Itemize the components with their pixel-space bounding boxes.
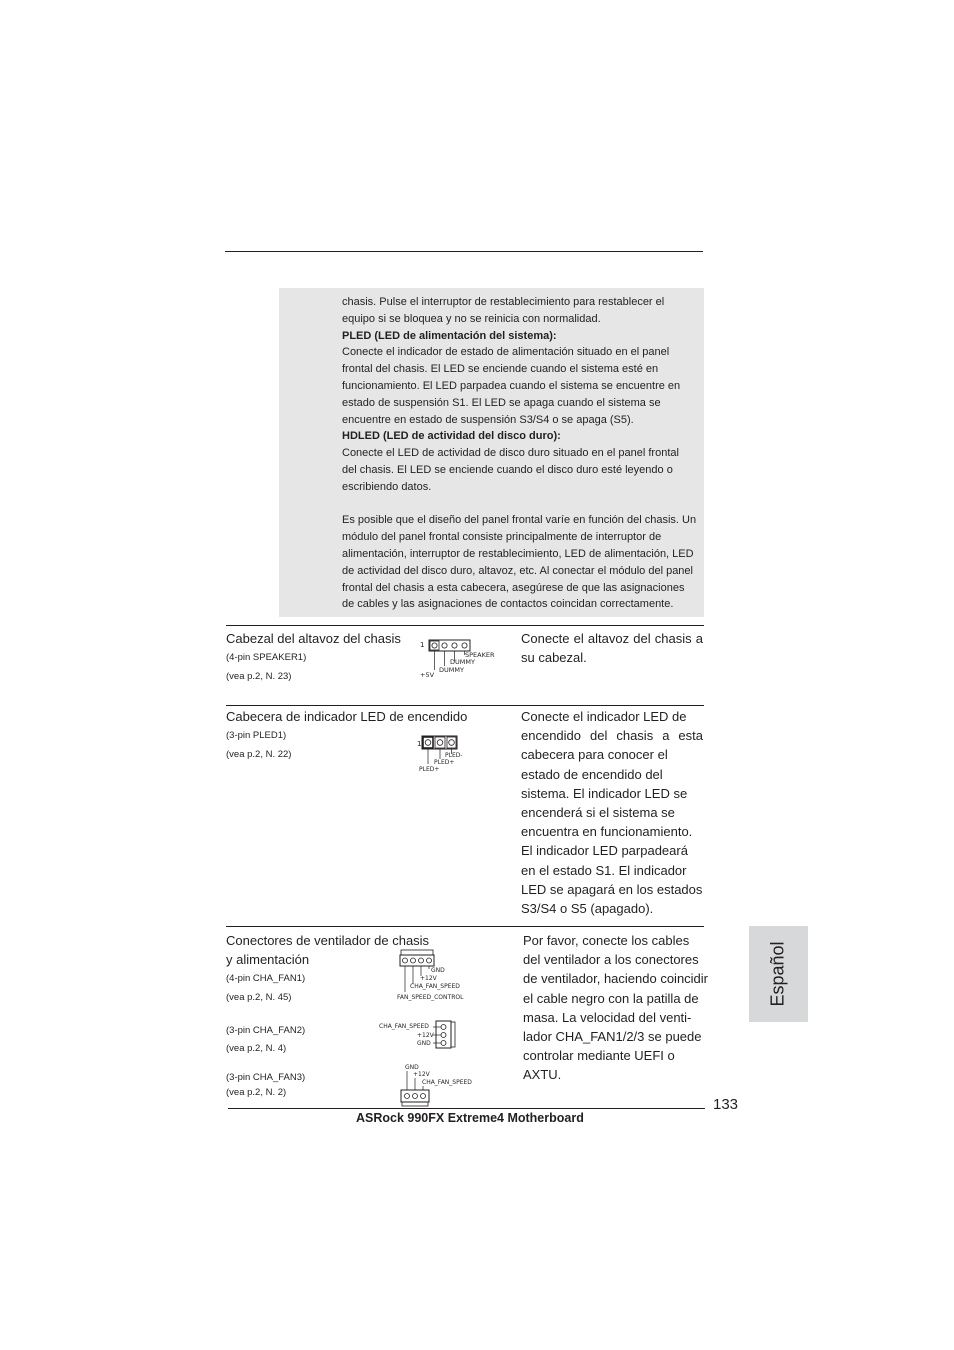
top-rule [225,251,703,252]
info-text-line: equipo si se bloquea y no se reinicia con normalidad. [342,312,601,325]
info-text-line: Conecte el indicador de estado de alimentación situado en el panel [342,346,670,359]
info-text-line: alimentación, interruptor de restablecimiento, LED de alimentación, LED [342,547,694,560]
fan3-pin-diagram [398,1061,483,1107]
info-text-line: encuentre en estado de suspensión S3/S4 o se apaga (S5). [342,413,634,426]
fan1-pin: (4-pin CHA_FAN1) [226,973,306,984]
fan3-12v-label: +12V [413,1071,430,1078]
dummy-label-1: DUMMY [450,658,475,666]
fan-description-line: AXTU. [523,1067,562,1083]
pled-description-line: S3/S4 o S5 (apagado). [521,901,654,917]
fan-description [523,931,708,1085]
pled-description-line: Conecte el indicador LED de [521,709,687,724]
pled-pin: (3-pin PLED1) [226,730,287,741]
info-heading-line: HDLED (LED de actividad del disco duro): [342,430,561,443]
info-text-line: de cables y las asignaciones de contactos coincidan correctamente. [342,598,674,611]
speaker-title: Cabezal del altavoz del chasis [226,631,401,646]
fan2-ref: (vea p.2, N. 4) [226,1043,287,1054]
pled-description [521,707,703,918]
fan-description-line: masa. La velocidad del venti- [523,1009,692,1025]
info-text-line: chasis. Pulse el interruptor de restablecimiento para restablecer el [342,296,665,308]
pled-description-line: encuentra en funcionamiento. [521,824,693,840]
pled-minus-label: PLED- [445,752,463,759]
speaker-description-line: Conecte el altavoz del chasis a [521,631,703,646]
pled-description-line: El indicador LED parpadeará [521,843,688,859]
info-text-line: de actividad del disco duro, altavoz, etc. Al conectar el módulo del panel [342,564,693,577]
fan-description-line: lador CHA_FAN1/2/3 se puede [523,1029,702,1045]
fan1-pin-diagram [395,948,480,1004]
info-text-line: del chasis. El LED se enciende cuando el disco duro esté leyendo o [342,463,673,476]
bottom-rule [228,1108,705,1109]
info-text-line: módulo del panel frontal consiste principalmente de interruptor de [342,531,662,544]
pled-description-line: LED se apagará en los estados [521,881,703,897]
pled-pin-diagram [415,733,475,773]
fan1-gnd-label: GND [431,967,445,974]
fan2-pin-diagram [377,1019,459,1051]
speaker-ref: (vea p.2, N. 23) [226,671,292,682]
speaker-pin: (4-pin SPEAKER1) [226,652,307,663]
fan-description-line: de ventilador, haciendo coincidir [523,971,709,987]
fan-description-line: Por favor, conecte los cables [523,933,690,948]
info-text-line: frontal del chasis a esta cabecera, asegúrese de que las asignaciones [342,581,685,594]
info-box-text [342,294,704,613]
fan1-speed-label: CHA_FAN_SPEED [410,983,460,990]
pled-description-line: encenderá si el sistema se [521,805,675,821]
fan3-ref: (vea p.2, N. 2) [226,1087,287,1098]
fan3-pin: (3-pin CHA_FAN3) [226,1072,306,1083]
info-heading-line: PLED (LED de alimentación del sistema): [342,329,557,342]
fan2-speed-label: CHA_FAN_SPEED [379,1023,429,1030]
fan-title-2: y alimentación [226,952,310,967]
info-text-line: estado de suspensión S1. El LED se apaga cuando el sistema se [342,396,661,409]
pled-description-line: cabecera para conocer el [521,747,668,763]
speaker-description [521,629,703,667]
pled-description-line: sistema. El indicador LED se [521,785,688,801]
fan2-gnd-label: GND [417,1040,431,1047]
info-text-line: escribiendo datos. [342,480,432,493]
pled-ref: (vea p.2, N. 22) [226,749,292,760]
fan1-control-label: FAN_SPEED_CONTROL [397,994,464,1001]
info-text-line: frontal del chasis. El LED se enciende cuando el sistema esté en [342,363,659,376]
footer-title: ASRock 990FX Extreme4 Motherboard [356,1111,584,1125]
speaker-pin-diagram [418,636,508,680]
fan1-12v-label: +12V [420,975,437,982]
fan-rule [226,926,704,927]
language-tab [749,926,808,1022]
plus5v-label: +5V [420,671,435,679]
dummy-label-2: DUMMY [439,666,464,674]
fan-description-line: del ventilador a los conectores [523,952,699,968]
pled-description-line: en el estado S1. El indicador [521,862,687,878]
fan3-speed-label: CHA_FAN_SPEED [422,1079,472,1086]
pled-rule [226,705,704,706]
fan2-12v-label: +12V [417,1032,434,1039]
pled-description-line: encendido del chasis a esta [521,728,703,744]
speaker-label: SPEAKER [465,651,495,659]
info-text-line [342,496,704,513]
fan-description-line: controlar mediante UEFI o [523,1048,675,1064]
fan2-pin: (3-pin CHA_FAN2) [226,1025,306,1036]
info-text-line: Conecte el LED de actividad de disco duro situado en el panel frontal [342,447,679,460]
language-tab-label: Español [767,941,788,1007]
pled-plus-label-2: PLED+ [419,766,440,773]
fan-title-1: Conectores de ventilador de chasis [226,933,430,948]
info-text-line: funcionamiento. El LED parpadea cuando el sistema se encuentre en [342,379,681,392]
pled-description-line: estado de encendido del [521,766,663,782]
speaker-description-line: su cabezal. [521,650,587,666]
fan3-gnd-label: GND [405,1064,419,1071]
pled-pin1-label: 1 [417,740,422,748]
page-number: 133 [713,1096,739,1113]
pled-plus-label: PLED+ [434,759,455,766]
speaker-rule [226,625,704,626]
speaker-pin1-label: 1 [420,641,425,649]
fan-description-line: el cable negro con la patilla de [523,990,699,1006]
pled-title: Cabecera de indicador LED de encendido [226,709,468,724]
fan1-ref: (vea p.2, N. 45) [226,992,292,1003]
info-text-line: Es posible que el diseño del panel frontal varíe en función del chasis. Un [342,514,697,527]
